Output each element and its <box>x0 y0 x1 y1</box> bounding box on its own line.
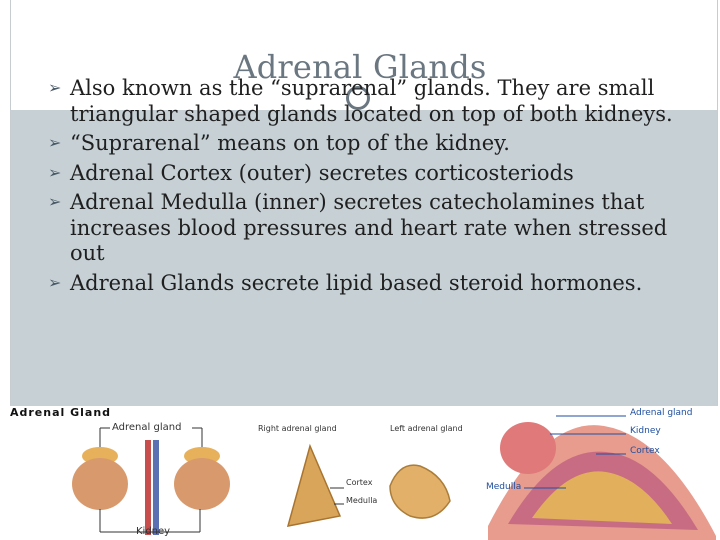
bullet-item <box>48 76 708 127</box>
adrenal-pair-illustration <box>250 406 480 540</box>
figure-adrenal-pair <box>250 406 480 540</box>
bullet-icon: ➢ <box>48 162 62 182</box>
figure3-adrenal-label: Adrenal gland <box>630 408 693 418</box>
bullet-item <box>48 190 708 267</box>
figure3-medulla-label: Medulla <box>486 482 522 492</box>
bullet-text: Adrenal Medulla (inner) secretes catecholamines that increases blood pressures and heart rate when stressed out <box>70 190 668 265</box>
slide-title: Adrenal Glands <box>233 48 487 86</box>
bullet-text: Adrenal Glands secrete lipid based steroid hormones. <box>70 270 643 295</box>
figure-adrenal-section <box>484 406 720 540</box>
figure2-medulla-label: Medulla <box>346 496 378 505</box>
figure2-cortex-label: Cortex <box>346 478 373 487</box>
bullet-icon: ➢ <box>48 192 62 211</box>
figure1-top-label: Adrenal gland <box>112 422 182 433</box>
adrenal-section-illustration <box>484 406 720 540</box>
figure2-right-label: Right adrenal gland <box>258 424 337 433</box>
bullet-icon: ➢ <box>48 133 62 152</box>
figure3-cortex-label: Cortex <box>630 446 660 456</box>
figure1-bottom-label: Kidney <box>136 526 171 537</box>
bullet-text: Also known as the “suprarenal” glands. They are small triangular shaped glands located on top of both kidneys. <box>70 76 673 126</box>
figure-strip <box>0 406 720 540</box>
bullet-icon: ➢ <box>48 272 62 292</box>
bullet-item <box>48 161 708 187</box>
bullet-list <box>48 76 708 300</box>
figure2-left-label: Left adrenal gland <box>390 424 463 433</box>
bullet-text: “Suprarenal” means on top of the kidney. <box>70 131 510 155</box>
bullet-item <box>48 131 708 157</box>
figure1-heading: Adrenal Gland <box>10 406 112 419</box>
bullet-item <box>48 271 708 297</box>
kidneys-illustration <box>0 406 240 540</box>
figure3-kidney-label: Kidney <box>630 426 661 436</box>
bullet-icon: ➢ <box>48 78 62 97</box>
bullet-text: Adrenal Cortex (outer) secretes corticosteriods <box>70 160 574 185</box>
figure-kidneys-front <box>0 406 240 540</box>
